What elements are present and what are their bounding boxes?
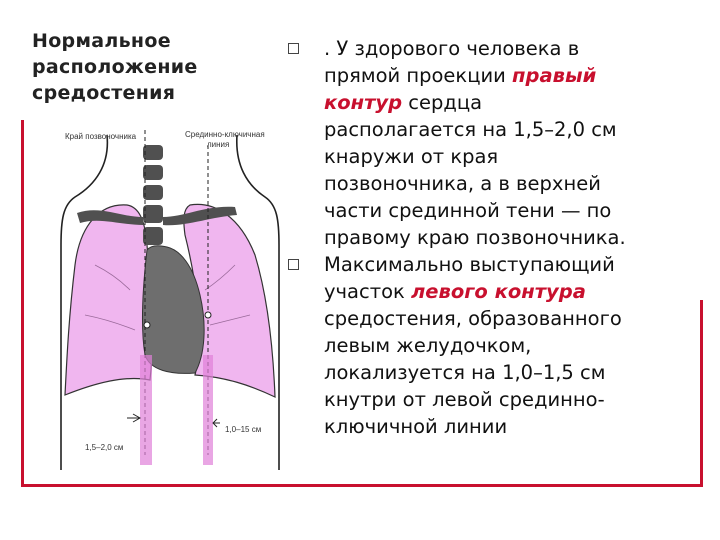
bullet-line (324, 359, 702, 386)
vertebra-3 (143, 185, 163, 200)
bullet-marker (288, 43, 299, 54)
midclav-band (203, 355, 213, 465)
text-segment: располагается на 1,5–2,0 см (324, 118, 617, 141)
title-line-2: расположение (32, 56, 198, 78)
text-segment: прямой проекции (324, 64, 513, 87)
bullet-line (324, 170, 702, 197)
text-segment: . У здорового человека в (324, 37, 580, 60)
text-segment: части срединной тени — по (324, 199, 612, 222)
highlighted-term: левого контура (411, 280, 586, 303)
bullet-line (324, 116, 702, 143)
text-segment: позвоночника, а в верхней (324, 172, 601, 195)
label-right-distance: 1,5–2,0 см (85, 443, 124, 452)
right-lung (65, 205, 152, 395)
bullet-list (282, 35, 702, 440)
text-segment: Максимально выступающий (324, 253, 615, 276)
bullet-line (324, 413, 702, 440)
bullet-line (324, 197, 702, 224)
vertebra-5 (143, 227, 163, 245)
bullet-marker (288, 259, 299, 270)
label-midclav-2: линия (207, 140, 230, 149)
slide-title (32, 28, 262, 106)
title-line-1: Нормальное (32, 30, 171, 52)
text-segment: сердца (402, 91, 483, 114)
bullet-line (324, 89, 702, 116)
vertebra-2 (143, 165, 163, 180)
label-spine-edge: Край позвоночника (65, 132, 137, 141)
text-segment: правому краю позвоночника. (324, 226, 626, 249)
bullet-line (324, 305, 702, 332)
spine-band (140, 355, 152, 465)
bullet-1-text (324, 35, 702, 251)
mediastinum-illustration (55, 125, 285, 470)
text-segment: ключичной линии (324, 415, 508, 438)
bullet-2-text (324, 251, 702, 440)
highlighted-term: контур (324, 91, 403, 114)
bullet-line (324, 251, 702, 278)
bullet-line (324, 386, 702, 413)
bullet-line (324, 143, 702, 170)
bullet-line (324, 224, 702, 251)
vertebra-1 (143, 145, 163, 160)
mediastinum-diagram (55, 125, 285, 470)
highlighted-term: правый (512, 64, 597, 87)
bullet-line (324, 278, 702, 305)
bullet-1 (282, 35, 702, 251)
label-left-distance: 1,0–15 см (225, 425, 262, 434)
left-dist-marker (213, 419, 220, 427)
vertebra-4 (143, 205, 163, 223)
text-segment: средостения, образованного (324, 307, 622, 330)
bullet-2 (282, 251, 702, 440)
text-segment: левым желудочком, (324, 334, 532, 357)
text-segment: кнаружи от края (324, 145, 499, 168)
spine-marker (144, 322, 150, 328)
text-segment: участок (324, 280, 411, 303)
bullet-line (324, 62, 702, 89)
text-segment: кнутри от левой срединно- (324, 388, 605, 411)
title-line-3: средостения (32, 82, 176, 104)
label-midclav-1: Срединно-ключичная (185, 130, 265, 139)
bullet-line (324, 35, 702, 62)
decorative-left-line (21, 120, 24, 487)
bullet-line (324, 332, 702, 359)
text-segment: локализуется на 1,0–1,5 см (324, 361, 606, 384)
right-dist-marker (127, 414, 140, 422)
decorative-bottom-line (21, 484, 703, 487)
midclav-marker (205, 312, 211, 318)
